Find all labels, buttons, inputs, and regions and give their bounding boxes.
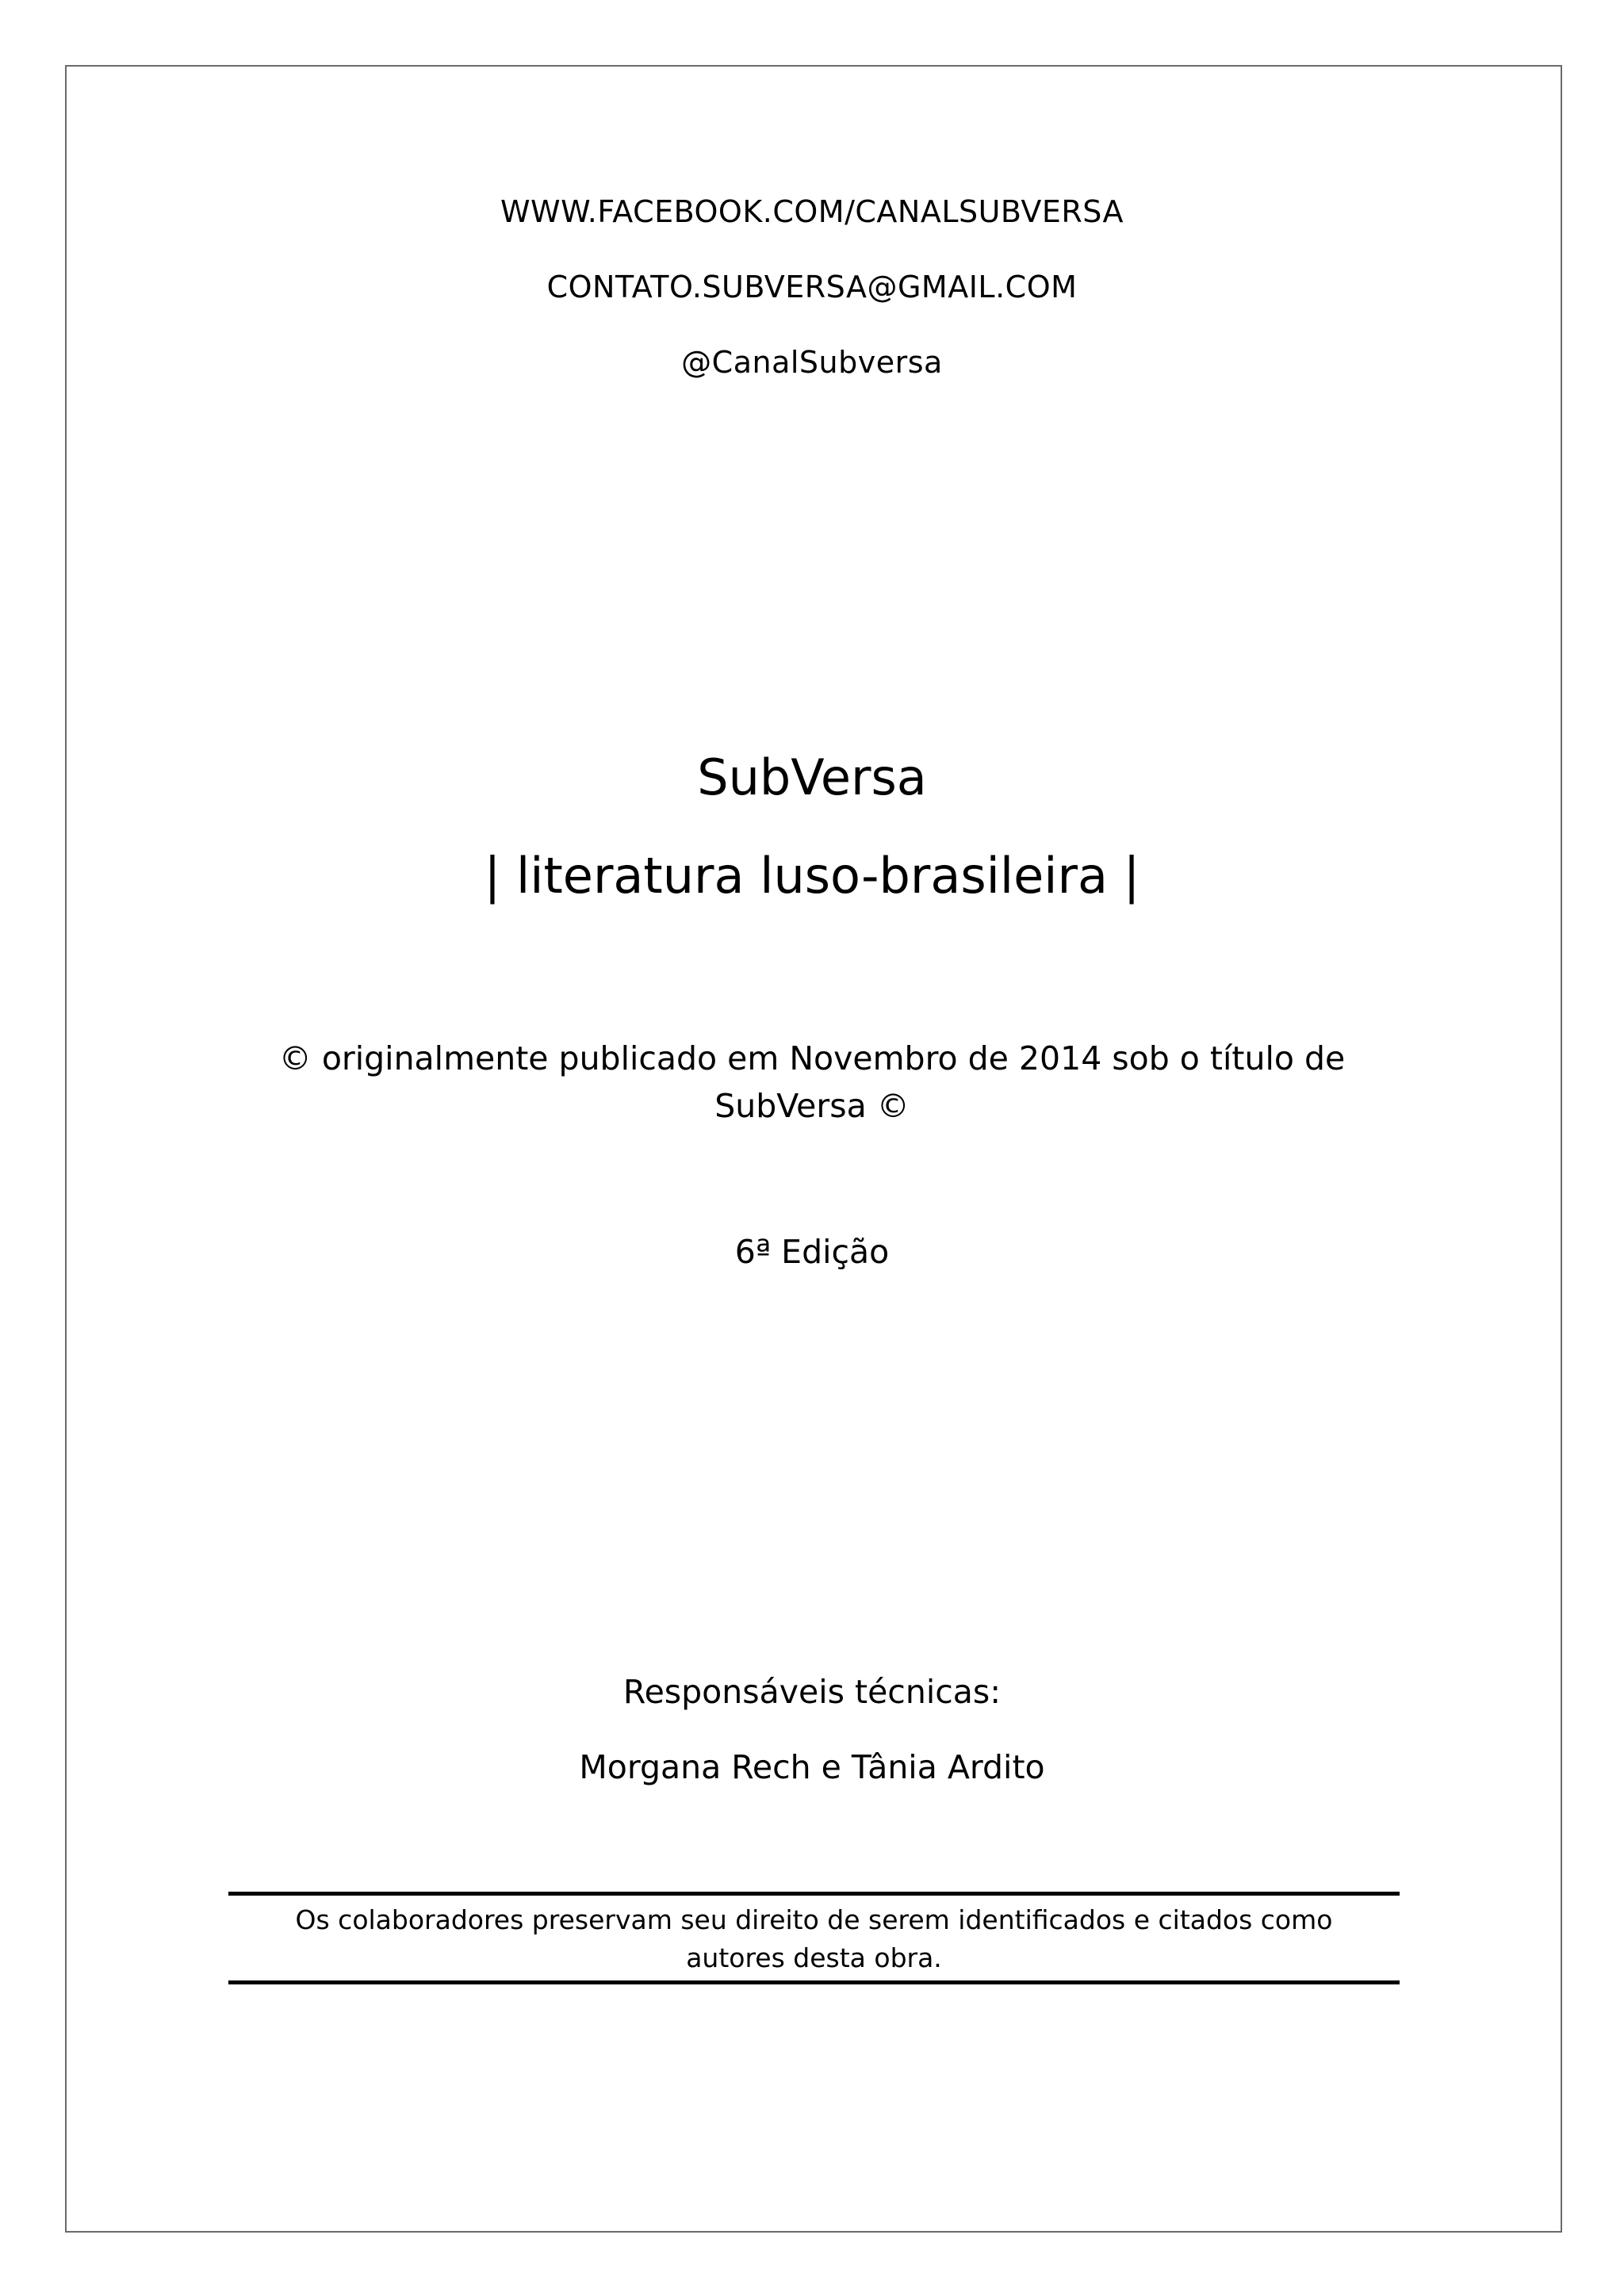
book-subtitle: | literatura luso-brasileira | [484, 847, 1140, 905]
copyright-line-1: © originalmente publicado em Novembro de 2014 sob o título de [278, 1039, 1346, 1077]
social-handle: @CanalSubversa [681, 345, 943, 380]
notice-line-1: Os colaboradores preservam seu direito de serem identificados e citados como [295, 1904, 1333, 1935]
copyright-line-2: SubVersa © [714, 1087, 910, 1125]
contact-email: CONTATO.SUBVERSA@GMAIL.COM [546, 270, 1078, 304]
credits-label: Responsáveis técnicas: [622, 1673, 1002, 1711]
notice-top-rule [228, 1892, 1400, 1896]
book-title: SubVersa [697, 748, 927, 806]
facebook-url: WWW.FACEBOOK.COM/CANALSUBVERSA [500, 194, 1124, 229]
notice-bottom-rule [228, 1980, 1400, 1984]
notice-line-2: autores desta obra. [686, 1942, 942, 1973]
credits-names: Morgana Rech e Tânia Ardito [579, 1748, 1045, 1786]
edition-label: 6ª Edição [734, 1233, 890, 1271]
